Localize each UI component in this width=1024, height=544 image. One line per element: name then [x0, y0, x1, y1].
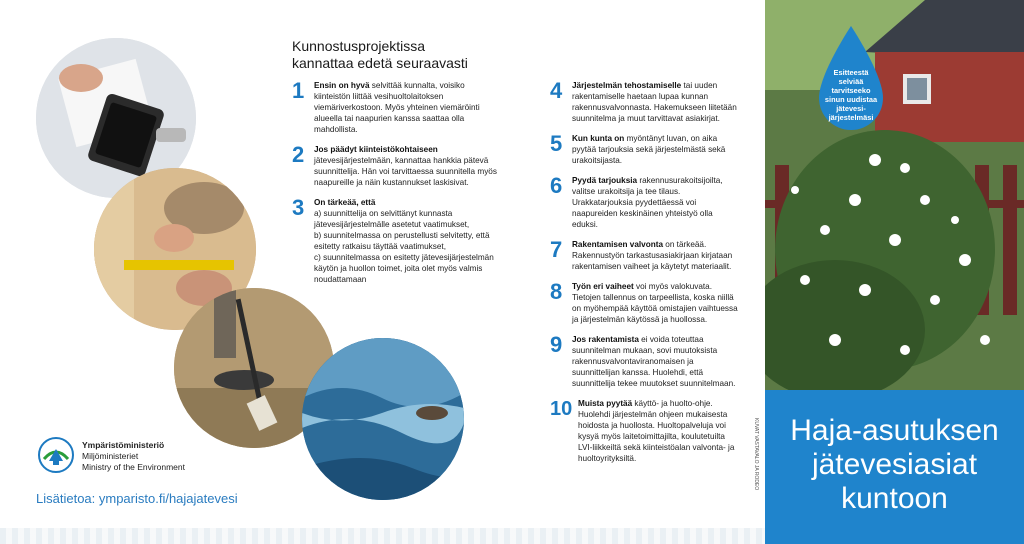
step-text: Järjestelmän tehostamiselle tai uuden rakentamiselle haetaan lupaa kunnan rakennusvalvonnasta. Hakemukseen liitetään suunnitelma ja muut tarvittavat asiakirjat. [572, 81, 737, 123]
step-number: 1 [292, 78, 305, 103]
drop-teaser-text: Esitteestä selviää tarvitseeko sinun uudistaa jätevesi- järjestelmäsi [824, 68, 878, 122]
step-3 [292, 197, 497, 285]
step-text: Pyydä tarjouksia rakennusurakoitsijoilta, valitse urakoitsija ja tee tilaus. Urakkatarjouksia pyydettäessä voi naapureiden keskinäinen yhteistyö olla eduksi. [572, 176, 723, 229]
photo-water-flow [302, 338, 464, 500]
step-text: Rakentamisen valvonta on tärkeää. Rakennustyön tarkastusasiakirjaan kirjataan rakentamisen vaiheet ja käytetyt materiaalit. [572, 240, 733, 271]
step-2 [292, 144, 497, 188]
step-text: Ensin on hyvä selvittää kunnalta, voisiko kiinteistön liittää vesihuoltolaitoksen viemäriverkostoon. Myös yhteinen viemäröinti alueella tai naapurien kanssa saattaa olla mahdollista. [314, 81, 480, 134]
ministry-name-en: Ministry of the Environment [82, 462, 185, 472]
step-text: Kun kunta on myöntänyt luvan, on aika pyytää tarjouksia sekä järjestelmästä sekä urakoitsijasta. [572, 134, 726, 165]
cover-title: Haja-asutuksen jätevesiasiat kuntoon [790, 414, 999, 515]
step-number: 8 [550, 279, 563, 304]
steps-column-left [292, 80, 497, 294]
step-text: Työn eri vaiheet voi myös valokuvata. Tietojen tallennus on tarpeellista, koska niillä on myöhempää käyttöä omistajien vaihtuessa ja järjestelmän käytössä ja huollossa. [572, 282, 738, 324]
step-4 [550, 80, 740, 124]
step-text: Jos päädyt kiinteistökohtaiseen jätevesijärjestelmään, kannattaa hankkia pätevä suunnittelija. Hän voi tarvittaessa suunnitella myös naapureille ja näin kustannukset laskisivat. [314, 145, 497, 187]
info-link[interactable]: Lisätietoa: ymparisto.fi/hajajatevesi [36, 491, 238, 506]
heading-line-1: Kunnostusprojektissa [292, 38, 426, 54]
step-number: 9 [550, 332, 563, 357]
step-text: Jos rakentamista ei voida toteuttaa suunnitelman mukaan, sovi muutoksista rakennusvalvontaviranomaisen ja suunnittelijan kanssa. Huolehdi, että suunnittelija tekee muutokset suunnitelmaan. [572, 335, 736, 388]
wave-pattern-strip [0, 528, 765, 544]
ministry-name-fi: Ympäristöministeriö [82, 440, 165, 450]
step-number: 5 [550, 131, 563, 156]
step-text: Muista pyytää käyttö- ja huolto-ohje. Huolehdi järjestelmän ohjeen mukaisesta hoidosta ja huollosta. Huoltopalveluja voi kysyä myös laitetoimittajilta, koulutetuilta LVI-liikkeiltä sekä kiinteistöalan valvonta- ja huoltoyrityksiltä. [578, 399, 735, 463]
step-number: 3 [292, 195, 305, 220]
step-10 [550, 398, 740, 464]
step-5 [550, 133, 740, 166]
step-7 [550, 239, 740, 272]
ministry-logo-icon [38, 437, 74, 473]
step-8 [550, 281, 740, 325]
step-text: On tärkeää, että a) suunnittelija on selvittänyt kunnasta jätevesijärjestelmälle asetetut vaatimukset, b) suunnitelmassa on perustellusti selvitetty, että esitetty ratkaisu täyttää vaatimukset, c) suunnitelmassa on esitetty jätevesijärjestelmän käytön ja huollon toimet, joita olet myös valmis noudattamaan [314, 198, 494, 284]
step-number: 10 [550, 398, 573, 420]
ministry-name [82, 440, 185, 473]
heading-line-2: kannattaa edetä seuraavasti [292, 55, 468, 71]
step-number: 4 [550, 78, 563, 103]
step-number: 7 [550, 237, 563, 262]
step-6 [550, 175, 740, 230]
cover-photo-house-garden [765, 0, 1024, 390]
step-9 [550, 334, 740, 389]
steps-column-right [550, 80, 740, 473]
section-heading [292, 38, 468, 72]
step-number: 2 [292, 142, 305, 167]
step-number: 6 [550, 173, 563, 198]
step-1 [292, 80, 497, 135]
ministry-name-sv: Miljöministeriet [82, 451, 139, 461]
photo-credit: KUVAT VASTAVALO JA RODEO [753, 418, 759, 491]
